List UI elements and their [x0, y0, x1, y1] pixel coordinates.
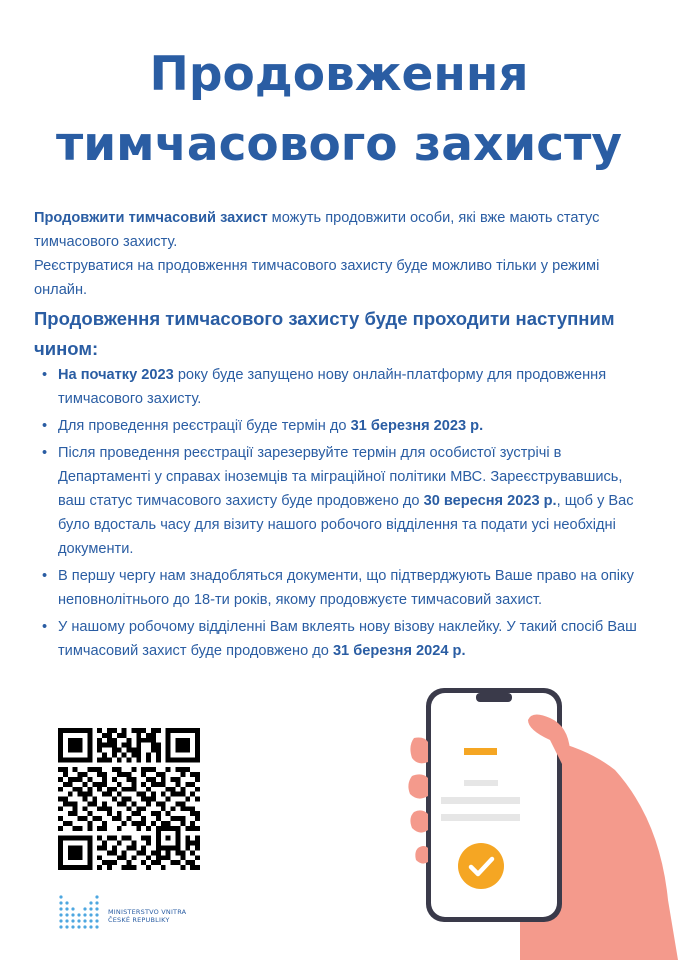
ministry-logo-icon	[58, 893, 102, 929]
steps-list	[34, 363, 644, 666]
bullet-icon: •	[42, 367, 48, 383]
title-line-1: Продовження	[149, 47, 529, 102]
list-item: • У нашому робочому відділенні Вам вклеять нову візову наклейку. У такий спосіб Ваш тимчасовий захист буде продовжено до 31 березня 2024 р.	[34, 615, 644, 663]
list-item: • На початку 2023 року буде запущено нову онлайн-платформу для продовження тимчасового захисту.	[34, 363, 644, 411]
intro-paragraph-2: Реєструватися на продовження тимчасового захисту буде можливо тільки у режимі онлайн.	[34, 258, 600, 298]
ministry-logo-text: MINISTERSTVO VNITRA ČESKÉ REPUBLIKY	[108, 908, 187, 924]
section-heading: Продовження тимчасового захисту буде проходити наступним чином:	[34, 308, 615, 359]
list-item: • В першу чергу нам знадобляться документи, що підтверджують Ваше право на опіку неповнолітнього до 18-ти років, якому продовжуєте тимчасовий захист.	[34, 564, 644, 612]
bullet-icon: •	[42, 418, 48, 434]
page-title	[0, 40, 678, 180]
bullet-icon: •	[42, 568, 48, 584]
bullet-icon: •	[42, 445, 48, 461]
list-item: • Після проведення реєстрації зарезервуйте термін для особистої зустрічі в Департаменті у справах іноземців та міграційної політики МВС. Зареєструвавшись, ваш статус тимчасового захисту буде продовжено до 30 вересня 2023 р., щоб у Вас було вдосталь часу для візиту нашого робочого відділення та подати усі необхідні документи.	[34, 441, 644, 561]
list-item: • Для проведення реєстрації буде термін до 31 березня 2023 р.	[34, 414, 644, 438]
intro-rest: можуть продовжити особи, які вже мають статус тимчасового захисту.	[34, 210, 600, 250]
title-line-2: тимчасового захисту	[56, 117, 622, 172]
intro-text	[34, 206, 644, 302]
intro-bold: Продовжити тимчасовий захист	[34, 210, 268, 226]
bullet-icon: •	[42, 619, 48, 635]
intro-paragraph-1	[34, 206, 644, 254]
qr-code-icon[interactable]	[58, 728, 200, 870]
phone-illustration-icon	[400, 680, 678, 960]
